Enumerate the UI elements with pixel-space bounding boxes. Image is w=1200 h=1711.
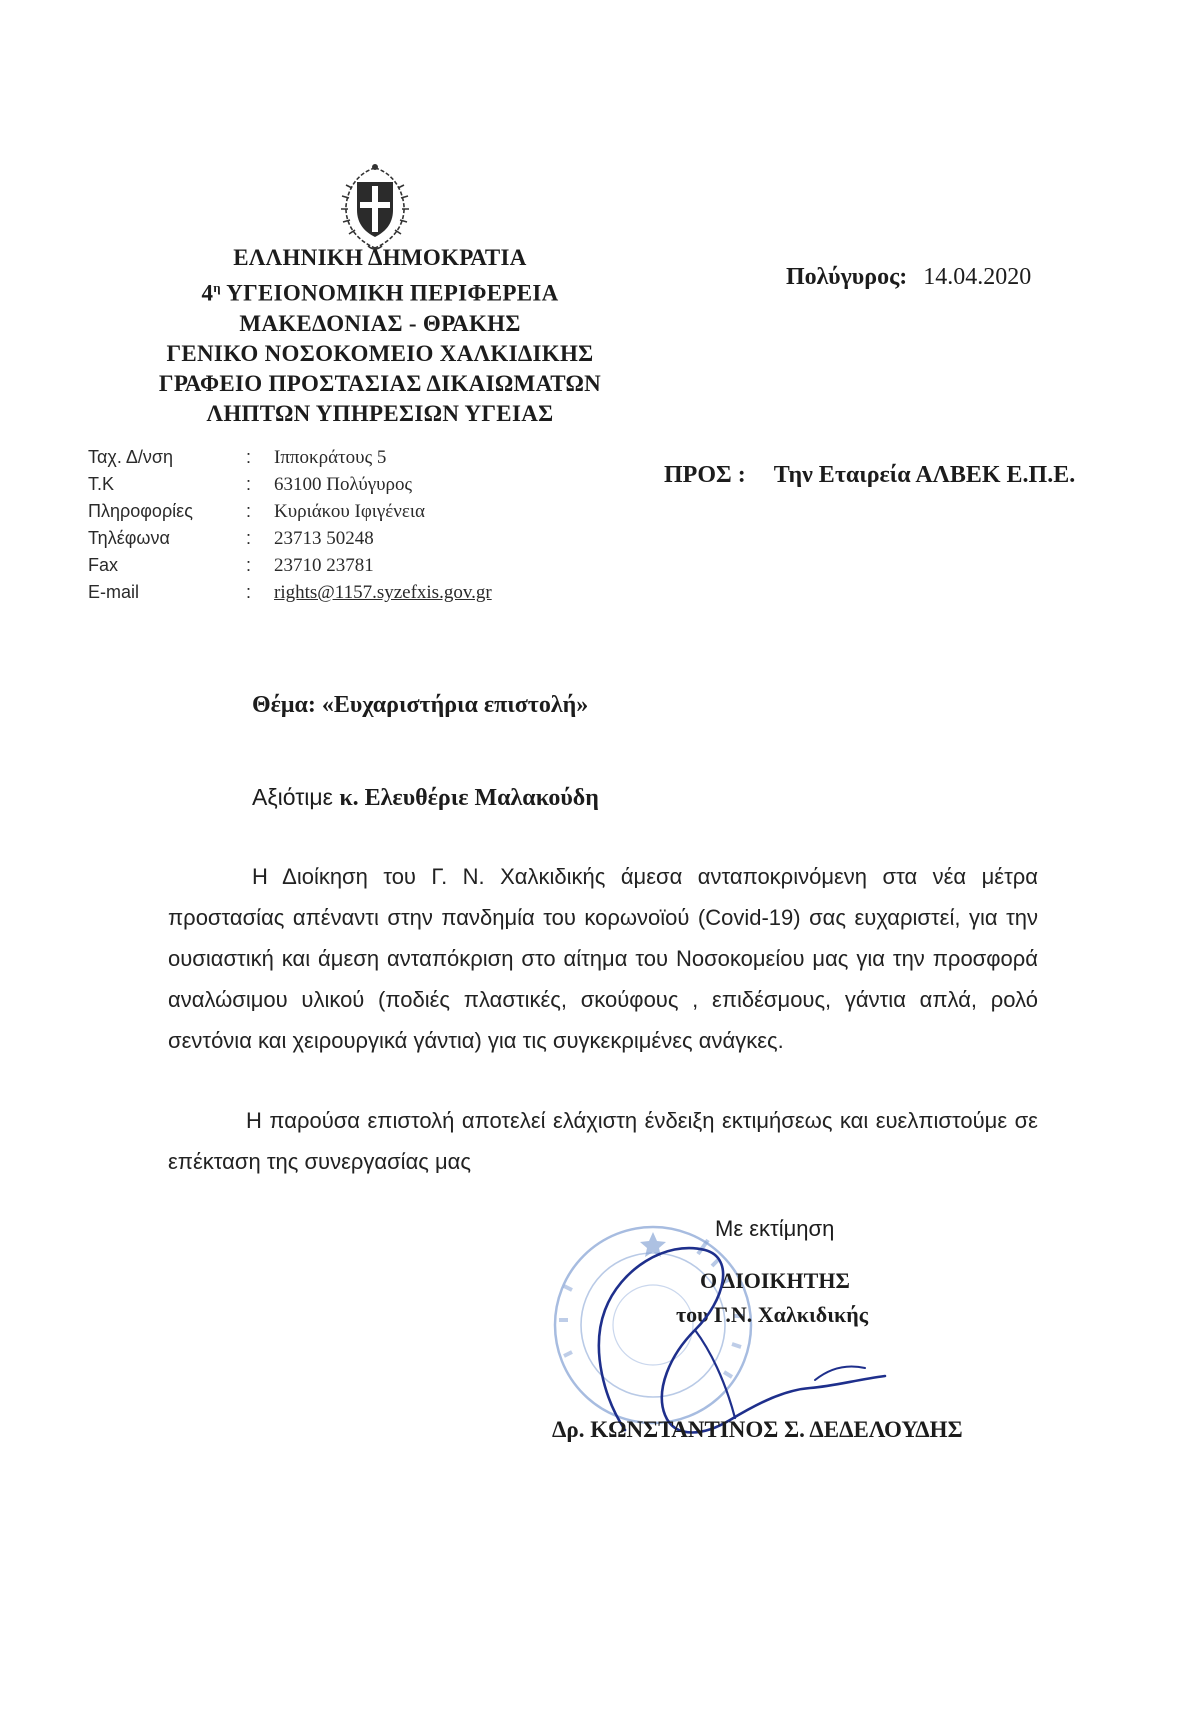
contact-colon: : bbox=[246, 582, 252, 602]
body-paragraph: Η Διοίκηση του Γ. Ν. Χαλκιδικής άμεσα ανταποκρινόμενη στα νέα μέτρα προστασίας απέναντι στην πανδημία του κορωνοϊού (Covid-19) σας ευχαριστεί, για την ουσιαστική και άμεση ανταπόκριση στο αίτημα του Νοσοκομείου μας για την προσφορά αναλώσιμου υλικού (ποδιές πλαστικές, σκούφους , επιδέσμους, γάντια απλά, ρολό σεντόνια και χειρουργικά γάντια) για τις συγκεκριμένες ανάγκες. bbox=[168, 864, 1038, 1053]
header-line-state: ΕΛΛΗΝΙΚΗ ΔΗΜΟΚΡΑΤΙΑ bbox=[233, 245, 527, 270]
header-line-office: ΓΡΑΦΕΙΟ ΠΡΟΣΤΑΣΙΑΣ ΔΙΚΑΙΩΜΑΤΩΝ bbox=[158, 370, 602, 396]
salutation bbox=[252, 784, 599, 812]
salutation-prefix: Αξιότιμε bbox=[252, 784, 333, 810]
contact-row bbox=[88, 471, 492, 498]
contact-email-link[interactable]: rights@1157.syzefxis.gov.gr bbox=[274, 582, 492, 603]
salutation-name: κ. Ελευθέριε Μαλακούδη bbox=[339, 785, 599, 811]
contact-phone: 23713 50248 bbox=[274, 528, 374, 549]
header-line-hospital: ΓΕΝΙΚΟ ΝΟΣΟΚΟΜΕΙΟ ΧΑΛΚΙΔΙΚΗΣ bbox=[166, 340, 594, 366]
contact-colon: : bbox=[246, 474, 252, 494]
contact-address: Ιπποκράτους 5 bbox=[274, 447, 387, 468]
contact-row bbox=[88, 444, 492, 471]
header-line-macedonia: ΜΑΚΕΔΟΝΙΑΣ - ΘΡΑΚΗΣ bbox=[239, 310, 521, 336]
signatory-organization: του Γ.Ν. Χαλκιδικής bbox=[676, 1302, 869, 1327]
body-paragraph: Η παρούσα επιστολή αποτελεί ελάχιστη ένδειξη εκτιμήσεως και ευελπιστούμε σε επέκταση της συνεργασίας μας bbox=[168, 1108, 1038, 1174]
date-line bbox=[786, 264, 1031, 291]
contact-label: Πληροφορίες bbox=[88, 501, 193, 521]
subject-line: Θέμα: «Ευχαριστήρια επιστολή» bbox=[252, 692, 589, 718]
contact-label: E-mail bbox=[88, 582, 140, 602]
contact-colon: : bbox=[246, 528, 252, 548]
issuer-header bbox=[110, 243, 650, 429]
header-line-services: ΛΗΠΤΩΝ ΥΠΗΡΕΣΙΩΝ ΥΓΕΙΑΣ bbox=[206, 400, 554, 426]
region-suffix: η bbox=[213, 280, 221, 295]
contact-row bbox=[88, 525, 492, 552]
contact-colon: : bbox=[246, 501, 252, 521]
contact-row bbox=[88, 579, 492, 606]
recipient-value: Την Εταιρεία ΑΛΒΕΚ Ε.Π.Ε. bbox=[773, 462, 1076, 488]
contact-details bbox=[88, 444, 492, 606]
contact-row bbox=[88, 552, 492, 579]
contact-label: Τ.Κ bbox=[88, 474, 115, 494]
contact-label: Ταχ. Δ/νση bbox=[88, 447, 174, 467]
recipient-label: ΠΡΟΣ : bbox=[664, 462, 746, 488]
contact-label: Fax bbox=[88, 555, 119, 575]
signatory-role: Ο ΔΙΟΙΚΗΤΗΣ bbox=[700, 1268, 850, 1293]
header-line-region bbox=[110, 273, 650, 309]
region-name: ΥΓΕΙΟΝΟΜΙΚΗ ΠΕΡΙΦΕΡΕΙΑ bbox=[226, 280, 559, 306]
date-value: 14.04.2020 bbox=[923, 264, 1032, 290]
contact-fax: 23710 23781 bbox=[274, 555, 374, 576]
date-label: Πολύγυρος: bbox=[786, 264, 908, 290]
contact-colon: : bbox=[246, 447, 252, 467]
contact-person: Κυριάκου Ιφιγένεια bbox=[274, 501, 425, 522]
recipient bbox=[664, 462, 1075, 489]
greek-coat-of-arms-icon bbox=[330, 158, 420, 254]
closing: Με εκτίμηση bbox=[715, 1216, 835, 1241]
contact-colon: : bbox=[246, 555, 252, 575]
region-number: 4 bbox=[201, 280, 214, 306]
contact-postcode: 63100 Πολύγυρος bbox=[274, 474, 413, 495]
contact-label: Τηλέφωνα bbox=[88, 528, 170, 548]
contact-row bbox=[88, 498, 492, 525]
signer-name: Δρ. ΚΩΝΣΤΑΝΤΙΝΟΣ Σ. ΔΕΔΕΛΟΥΔΗΣ bbox=[552, 1417, 963, 1442]
